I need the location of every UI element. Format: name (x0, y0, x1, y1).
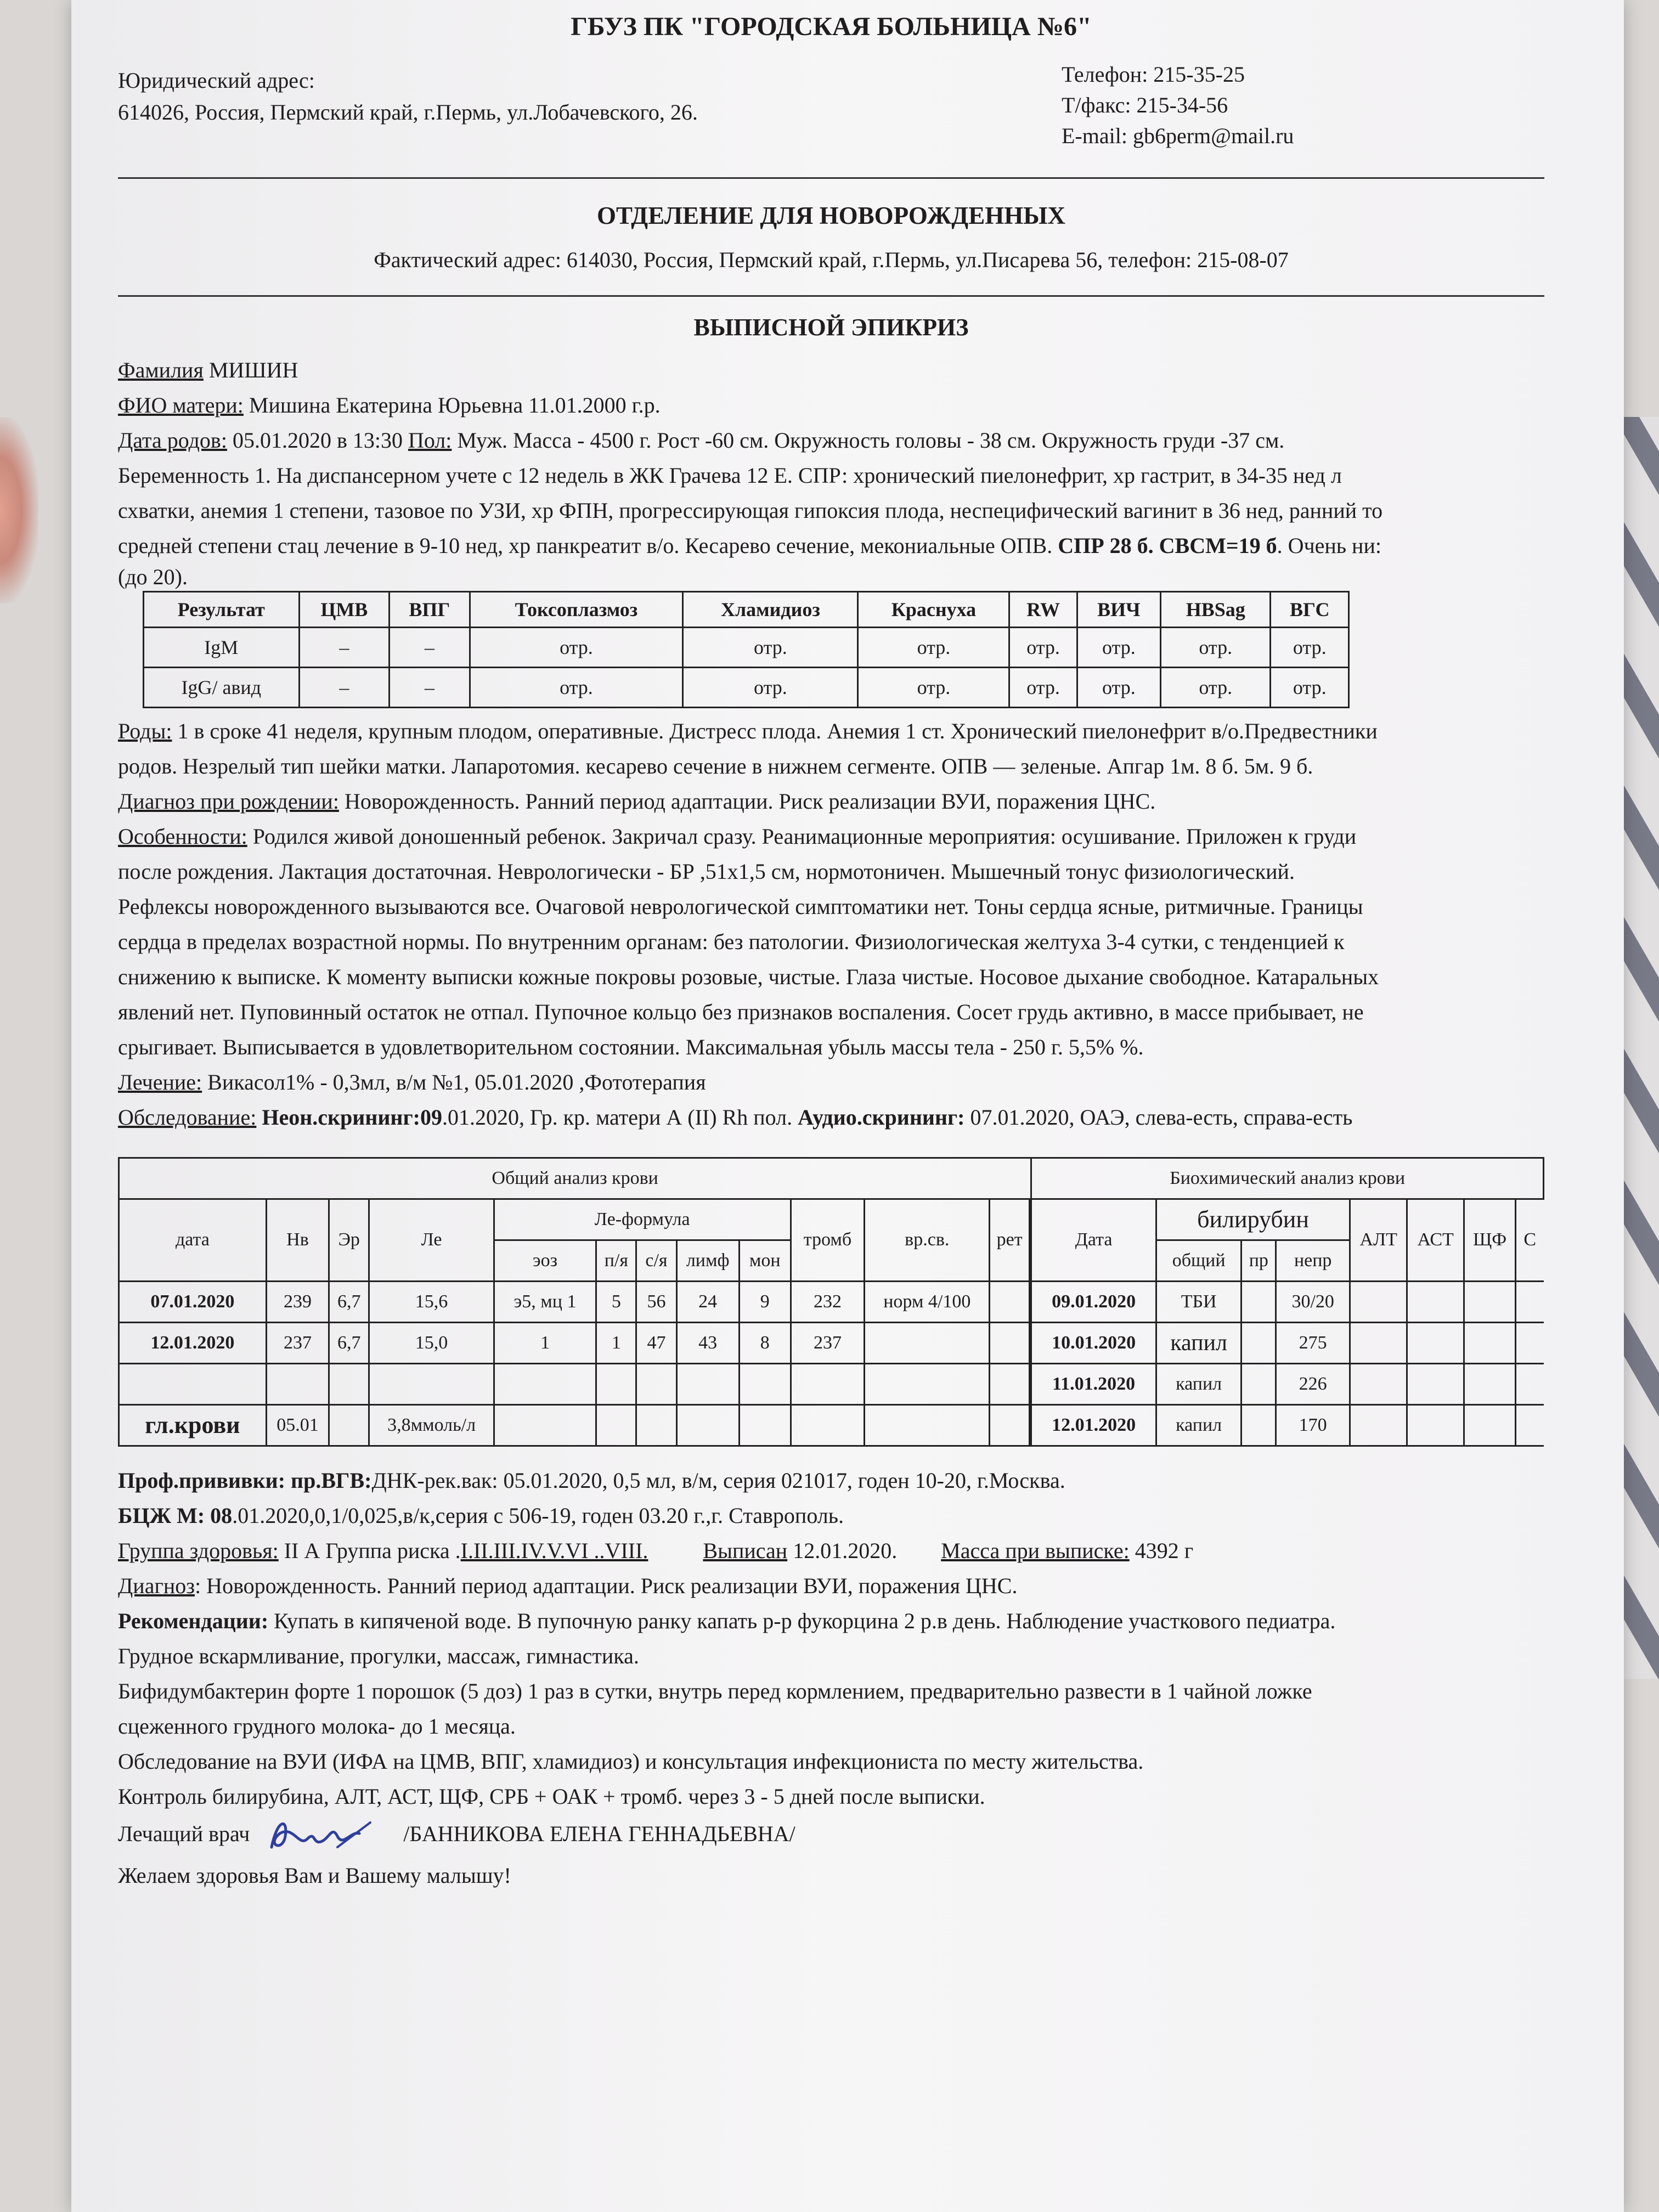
table-cell: норм 4/100 (865, 1282, 990, 1323)
table-cell: э5, мц 1 (494, 1282, 596, 1323)
table-cell (990, 1323, 1030, 1364)
mother-name: Мишина Екатерина Юрьевна 11.01.2000 г.р. (243, 393, 661, 418)
vaccination-label: Проф.прививки: пр.ВГВ: (118, 1468, 372, 1493)
header-cell: пр (1242, 1240, 1276, 1282)
header-cell: п/я (596, 1240, 636, 1282)
table-cell (1242, 1364, 1276, 1405)
legal-address-block (118, 65, 698, 128)
header-cell: тромб (791, 1199, 865, 1282)
table-cell (1464, 1282, 1516, 1323)
table-cell: 275 (1276, 1323, 1350, 1364)
table-cell (1350, 1405, 1407, 1446)
table-cell: 30/20 (1276, 1282, 1350, 1323)
exam-line (118, 1100, 1544, 1135)
table-cell: 226 (1276, 1364, 1350, 1405)
treatment-line (118, 1065, 1544, 1100)
diagnosis-label: Диагноз (118, 1573, 195, 1599)
table-cell (1464, 1405, 1516, 1446)
births-label: Роды: (118, 719, 172, 744)
clinical-section (118, 714, 1544, 1135)
table-cell (865, 1364, 990, 1405)
birth-diagnosis-line (118, 784, 1544, 819)
recommendations-line-1 (118, 1604, 1544, 1639)
header-cell: Краснуха (858, 592, 1009, 628)
table-cell: 15,6 (369, 1282, 494, 1323)
blood-header-row (119, 1199, 1544, 1240)
legal-address: 614026, Россия, Пермский край, г.Пермь, ул.Лобачевского, 26. (118, 99, 698, 125)
table-cell: 11.01.2020 (1031, 1364, 1156, 1405)
header-cell: общий (1156, 1240, 1242, 1282)
cbc-title: Общий анализ крови (119, 1158, 1031, 1199)
table-cell (636, 1405, 676, 1446)
table-cell: – (390, 628, 470, 668)
table-cell (990, 1405, 1030, 1446)
blood-title-row (119, 1158, 1544, 1199)
surname-label: Фамилия (118, 358, 204, 383)
table-cell (266, 1364, 329, 1405)
table-cell: 47 (636, 1323, 676, 1364)
treatment-label: Лечение: (118, 1070, 202, 1095)
letterhead (118, 61, 1544, 163)
document-sheet (71, 0, 1624, 2212)
mother-line (118, 388, 1544, 423)
divider (118, 177, 1544, 179)
table-row (144, 628, 1349, 668)
divider (118, 295, 1544, 297)
header-cell: билирубин (1156, 1199, 1350, 1240)
table-cell (1515, 1405, 1543, 1446)
header-cell: Дата (1031, 1199, 1156, 1282)
header-cell: вр.св. (865, 1199, 990, 1282)
table-cell (739, 1364, 791, 1405)
doctor-label: Лечащий врач (118, 1821, 250, 1847)
diagnosis-text: : Новорожденность. Ранний период адаптации. Риск реализации ВУИ, поражения ЦНС. (195, 1573, 1018, 1599)
table-cell: 09.01.2020 (1031, 1282, 1156, 1323)
birth-diagnosis-label: Диагноз при рождении: (118, 789, 339, 814)
table-cell: отр. (1161, 628, 1271, 668)
birth-date: 05.01.2020 в 13:30 (227, 428, 408, 453)
header-cell: рет (990, 1199, 1030, 1282)
table-cell: 8 (739, 1323, 791, 1364)
table-cell: 170 (1276, 1405, 1350, 1446)
table-cell: 9 (739, 1282, 791, 1323)
features-line-4: сердца в пределах возрастной нормы. По внутренним органам: без патологии. Физиологическая желтуха 3-4 сутки, с тенденцией к (118, 929, 1345, 955)
email: E-mail: gb6perm@mail.ru (1062, 123, 1294, 148)
births-line-2: родов. Незрелый тип шейки матки. Лапаротомия. кесарево сечение в нижнем сегменте. ОПВ — зеленые. Апгар 1м. 8 б. 5м. 9 б. (118, 754, 1313, 779)
table-cell (636, 1364, 676, 1405)
table-cell: 43 (676, 1323, 739, 1364)
pregnancy-scores: СПР 28 б. СВСМ=19 б (1058, 533, 1277, 558)
bcg-text: .01.2020,0,1/0,025,в/к,серия с 506-19, годен 03.20 г.,г. Ставрополь. (232, 1503, 844, 1528)
table-cell: 239 (266, 1282, 329, 1323)
table-cell (1407, 1323, 1464, 1364)
document-content (118, 11, 1544, 1893)
glucose-value: 3,8ммоль/л (369, 1405, 494, 1446)
table-cell: – (390, 668, 470, 708)
department-title: ОТДЕЛЕНИЕ ДЛЯ НОВОРОЖДЕННЫХ (597, 201, 1065, 229)
health-group-line (118, 1533, 1544, 1568)
discharge-mass-label: Масса при выписке: (941, 1538, 1130, 1564)
header-cell: Результат (144, 592, 300, 628)
header-cell: ЩФ (1464, 1199, 1516, 1282)
fax: Т/факс: 215-34-56 (1062, 92, 1228, 117)
neon-screening-label: Неон.скрининг:09 (256, 1105, 442, 1130)
glucose-row (119, 1405, 1544, 1446)
recommendations-line-3: Бифидумбактерин форте 1 порошок (5 доз) 1 раз в сутки, внутрь перед кормлением, предварительно развести в 1 чайной ложке (118, 1679, 1312, 1704)
legal-address-label: Юридический адрес: (118, 67, 315, 93)
table-cell: капил (1156, 1364, 1242, 1405)
table-row (144, 668, 1349, 708)
table-cell: отр. (1077, 668, 1160, 708)
table-cell (1242, 1405, 1276, 1446)
biochem-title: Биохимический анализ крови (1031, 1158, 1544, 1199)
table-cell: 15,0 (369, 1323, 494, 1364)
table-cell: отр. (683, 668, 858, 708)
table-cell (1407, 1364, 1464, 1405)
table-cell (1515, 1364, 1543, 1405)
table-cell: 237 (791, 1323, 865, 1364)
table-cell: 1 (494, 1323, 596, 1364)
recommendations-line-2: Грудное вскармливание, прогулки, массаж, гимнастика. (118, 1644, 639, 1669)
header-cell: лимф (676, 1240, 739, 1282)
table-cell: IgM (144, 628, 300, 668)
risk-group: I.II.III.IV.V.VI ..VIII. (460, 1538, 648, 1564)
table-cell (676, 1405, 739, 1446)
blood-analysis-table (118, 1157, 1544, 1447)
features-line-3: Рефлексы новорожденного вызываются все. Очаговой неврологической симптоматики нет. Тоны сердца ясные, ритмичные. Границы (118, 894, 1363, 919)
table-cell: отр. (858, 628, 1009, 668)
glucose-date: 05.01 (266, 1405, 329, 1446)
table-cell: отр. (470, 628, 683, 668)
table-cell (1515, 1282, 1543, 1323)
table-cell: 237 (266, 1323, 329, 1364)
table-cell: 6,7 (329, 1282, 369, 1323)
birth-date-label: Дата родов: (118, 428, 227, 453)
features-line-1 (118, 819, 1544, 854)
department-address: Фактический адрес: 614030, Россия, Пермский край, г.Пермь, ул.Писарева 56, телефон: 215-08-07 (374, 247, 1289, 272)
document-title: ВЫПИСНОЙ ЭПИКРИЗ (693, 313, 969, 341)
header-cell: непр (1276, 1240, 1350, 1282)
table-cell (1464, 1364, 1516, 1405)
header-cell: АСТ (1407, 1199, 1464, 1282)
table-cell (739, 1405, 791, 1446)
recommendations-line-4: сцеженного грудного молока- до 1 месяца. (118, 1714, 516, 1739)
table-row (119, 1323, 1544, 1364)
table-cell (596, 1364, 636, 1405)
discharged-date: 12.01.2020. (787, 1538, 898, 1564)
table-cell: отр. (683, 628, 858, 668)
sex-label: Пол: (408, 428, 452, 453)
audio-screening-label: Аудио.скрининг: (798, 1105, 965, 1130)
table-cell: 6,7 (329, 1323, 369, 1364)
header-cell: Нв (266, 1199, 329, 1282)
infection-table (143, 591, 1350, 708)
pregnancy-text-end: . Очень ни: (1277, 533, 1381, 558)
header-cell: Ле (369, 1199, 494, 1282)
pregnancy-line-3 (118, 528, 1544, 563)
table-cell (329, 1364, 369, 1405)
table-cell: капил (1156, 1323, 1242, 1364)
recommendations-line-6: Контроль билирубина, АЛТ, АСТ, ЩФ, СРБ + ОАК + тромб. через 3 - 5 дней после выписки. (118, 1784, 985, 1809)
sex-and-measurements: Муж. Масса - 4500 г. Рост -60 см. Окружность головы - 38 см. Окружность груди -37 см. (452, 428, 1285, 453)
table-cell (990, 1364, 1030, 1405)
recommendations-text: Купать в кипяченой воде. В пупочную ранку капать р-р фукорцина 2 р.в день. Наблюдение участкового педиатра. (268, 1609, 1336, 1634)
table-cell (494, 1405, 596, 1446)
table-cell: отр. (1009, 628, 1077, 668)
table-cell: отр. (470, 668, 683, 708)
table-cell: 1 (596, 1323, 636, 1364)
discharge-mass: 4392 г (1129, 1538, 1194, 1564)
discharged-label: Выписан (703, 1538, 788, 1564)
table-cell: ТБИ (1156, 1282, 1242, 1323)
vaccination-text: ДНК-рек.вак: 05.01.2020, 0,5 мл, в/м, серия 021017, годен 10-20, г.Москва. (371, 1468, 1065, 1493)
health-group: II А Группа риска . (278, 1538, 461, 1564)
header-cell: ВПГ (390, 592, 470, 628)
table-cell (865, 1323, 990, 1364)
table-cell (1350, 1282, 1407, 1323)
header-cell: мон (739, 1240, 791, 1282)
table-row (119, 1282, 1544, 1323)
table-cell (1350, 1364, 1407, 1405)
table-cell: 232 (791, 1282, 865, 1323)
table-cell (329, 1405, 369, 1446)
birth-line (118, 423, 1544, 458)
surname-line (118, 353, 1544, 388)
table-cell: – (299, 628, 390, 668)
table-cell (791, 1405, 865, 1446)
header-cell: С (1515, 1199, 1543, 1282)
recommendations-label: Рекомендации: (118, 1609, 269, 1634)
features-line-7: срыгивает. Выписывается в удовлетворительном состоянии. Максимальная убыль массы тела - 250 г. 5,5% %. (118, 1035, 1144, 1060)
table-cell (990, 1282, 1030, 1323)
table-cell: 12.01.2020 (1031, 1405, 1156, 1446)
hospital-title: ГБУЗ ПК "ГОРОДСКАЯ БОЛЬНИЦА №6" (571, 12, 1092, 41)
treatment-text: Викасол1% - 0,3мл, в/м №1, 05.01.2020 ,Фототерапия (202, 1070, 706, 1095)
discharge-section (118, 1463, 1544, 1893)
table-cell (1242, 1282, 1276, 1323)
table-cell: отр. (1271, 668, 1349, 708)
vaccination-line (118, 1463, 1544, 1498)
header-cell: с/я (636, 1240, 676, 1282)
table-cell (791, 1364, 865, 1405)
table-cell (494, 1364, 596, 1405)
table-cell (676, 1364, 739, 1405)
infection-header-row (144, 592, 1349, 628)
pregnancy-text: средней степени стац лечение в 9-10 нед, хр панкреатит в/о. Кесарево сечение, мекониальные ОПВ. (118, 533, 1058, 558)
diagnosis-line (118, 1568, 1544, 1604)
pregnancy-line-4: (до 20). (118, 565, 188, 590)
contacts-block (1062, 59, 1294, 151)
table-cell: – (299, 668, 390, 708)
doctor-signature (255, 1814, 398, 1858)
table-cell (1407, 1405, 1464, 1446)
header-cell: Эр (329, 1199, 369, 1282)
header-cell: эоз (494, 1240, 596, 1282)
table-cell (1350, 1323, 1407, 1364)
table-cell (596, 1405, 636, 1446)
doctor-line (118, 1814, 1544, 1858)
header-cell: АЛТ (1350, 1199, 1407, 1282)
table-cell: 24 (676, 1282, 739, 1323)
table-cell (119, 1364, 267, 1405)
features-line-6: явлений нет. Пуповинный остаток не отпал. Пупочное кольцо без признаков воспаления. Сосет грудь активно, в массе прибывает, не (118, 1000, 1364, 1025)
birth-diagnosis-text: Новорожденность. Ранний период адаптации. Риск реализации ВУИ, поражения ЦНС. (338, 789, 1156, 814)
table-row (119, 1364, 1544, 1405)
features-line-5: снижению к выписке. К моменту выписки кожные покровы розовые, чистые. Глаза чистые. Носовое дыхание свободное. Катаральных (118, 964, 1379, 990)
pregnancy-line-2: схватки, анемия 1 степени, тазовое по УЗИ, хр ФПН, прогрессирующая гипоксия плода, неспецифический вагинит в 36 нед, ранний то (118, 498, 1383, 523)
table-cell: 07.01.2020 (119, 1282, 267, 1323)
header-cell: Хламидиоз (683, 592, 858, 628)
exam-label: Обследование: (118, 1105, 257, 1130)
table-cell (1464, 1323, 1516, 1364)
header-cell: Ле-формула (494, 1199, 791, 1240)
features-label: Особенности: (118, 824, 247, 849)
table-cell (369, 1364, 494, 1405)
features-line-2: после рождения. Лактация достаточная. Неврологически - БР ,51х1,5 см, нормотоничен. Мышечный тонус физиологический. (118, 859, 1295, 884)
wish-line: Желаем здоровья Вам и Вашему малышу! (118, 1863, 511, 1888)
table-cell (1242, 1323, 1276, 1364)
header-cell: Токсоплазмоз (470, 592, 683, 628)
patient-section (118, 353, 1544, 591)
bcg-label: БЦЖ М: 08 (118, 1503, 233, 1528)
header-cell: ЦМВ (299, 592, 390, 628)
health-group-label: Группа здоровья: (118, 1538, 279, 1564)
table-cell (865, 1405, 990, 1446)
doctor-name: /БАННИКОВА ЕЛЕНА ГЕННАДЬЕВНА/ (403, 1821, 795, 1847)
finger-background (0, 417, 38, 603)
table-cell: 10.01.2020 (1031, 1323, 1156, 1364)
table-cell: 12.01.2020 (119, 1323, 267, 1364)
audio-screening-text: 07.01.2020, ОАЭ, слева-есть, справа-есть (964, 1105, 1353, 1130)
header-cell: HBSag (1161, 592, 1271, 628)
bcg-line (118, 1498, 1544, 1533)
table-cell: отр. (1161, 668, 1271, 708)
table-cell (1407, 1282, 1464, 1323)
recommendations-line-5: Обследование на ВУИ (ИФА на ЦМВ, ВПГ, хламидиоз) и консультация инфекциониста по месту жительства. (118, 1749, 1144, 1774)
table-cell (1515, 1323, 1543, 1364)
pregnancy-line-1: Беременность 1. На диспансерном учете с 12 недель в ЖК Грачева 12 Е. СПР: хронический пиелонефрит, хр гастрит, в 34-35 нед л (118, 463, 1342, 488)
table-cell: отр. (1271, 628, 1349, 668)
phone: Телефон: 215-35-25 (1062, 61, 1245, 87)
births-line-1 (118, 714, 1544, 749)
features-text: Родился живой доношенный ребенок. Закричал сразу. Реанимационные мероприятия: осушивание. Приложен к груди (247, 824, 1357, 849)
table-cell: IgG/ авид (144, 668, 300, 708)
surname: МИШИН (203, 358, 298, 383)
births-text: 1 в сроке 41 неделя, крупным плодом, оперативные. Дистресс плода. Анемия 1 ст. Хронический пиелонефрит в/о.Предвестники (172, 719, 1378, 744)
header-cell: дата (119, 1199, 267, 1282)
mother-label: ФИО матери: (118, 393, 244, 418)
table-cell: отр. (858, 668, 1009, 708)
table-cell: отр. (1077, 628, 1160, 668)
header-cell: ВИЧ (1077, 592, 1160, 628)
neon-screening-text: .01.2020, Гр. кр. матери А (II) Rh пол. (442, 1105, 798, 1130)
table-cell: 56 (636, 1282, 676, 1323)
table-cell: отр. (1009, 668, 1077, 708)
glucose-label: гл.крови (119, 1405, 267, 1446)
header-cell: RW (1009, 592, 1077, 628)
header-cell: ВГС (1271, 592, 1349, 628)
table-cell: 5 (596, 1282, 636, 1323)
table-cell: капил (1156, 1405, 1242, 1446)
